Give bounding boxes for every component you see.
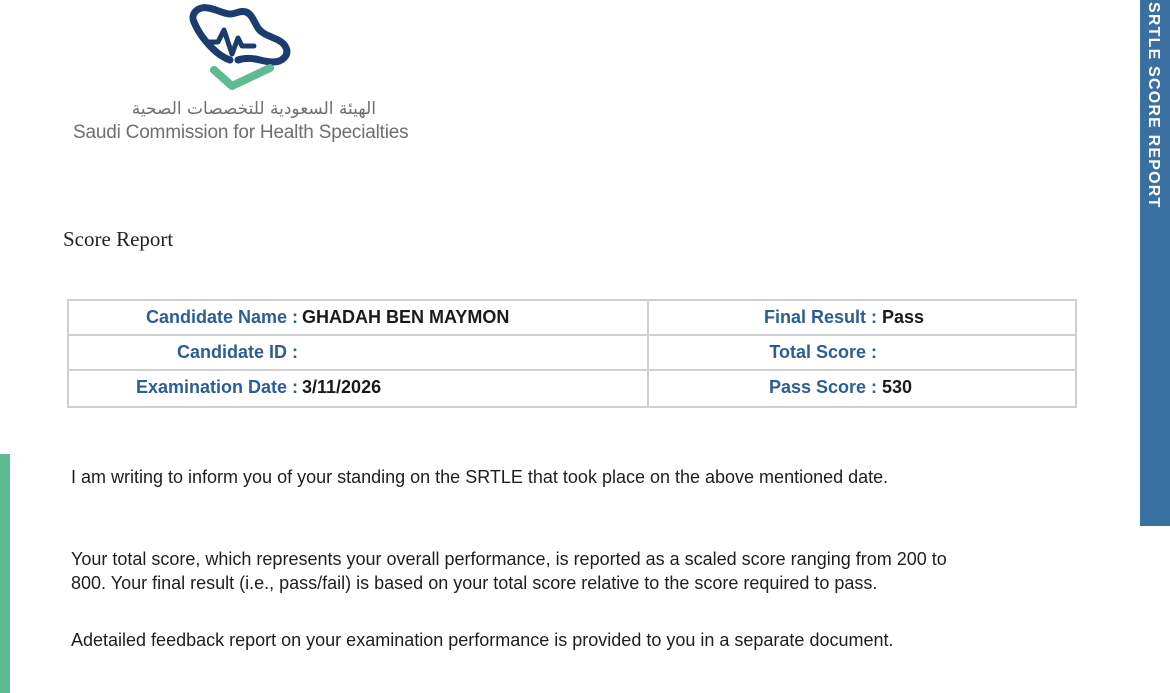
- organization-name-english: Saudi Commission for Health Specialties: [73, 122, 409, 143]
- table-cell: [649, 301, 1075, 334]
- table-row: [69, 371, 1075, 406]
- candidate-name-value: GHADAH BEN MAYMON: [302, 307, 510, 327]
- table-row: [69, 301, 1075, 336]
- scfhs-logo-icon: [184, 2, 296, 94]
- candidate-name-label: Candidate Name :: [145, 307, 298, 327]
- examination-date-label: Examination Date :: [135, 377, 298, 397]
- table-cell: [69, 301, 649, 334]
- intro-paragraph: I am writing to inform you of your standing on the SRTLE that took place on the above mentioned date.: [71, 467, 889, 487]
- table-cell: [649, 371, 1075, 406]
- pass-score-value: 530: [882, 377, 913, 397]
- organization-name-arabic: الهيئة السعودية للتخصصات الصحية: [131, 99, 376, 119]
- examination-date-value: 3/11/2026: [302, 377, 382, 397]
- final-result-label: Final Result :: [763, 307, 877, 327]
- candidate-id-label: Candidate ID :: [176, 342, 298, 362]
- accent-bar: [0, 454, 10, 693]
- page-title: Score Report: [63, 227, 174, 251]
- scoring-paragraph-line-1: Your total score, which represents your overall performance, is reported as a scaled score ranging from 200 to: [71, 549, 947, 569]
- feedback-paragraph: Adetailed feedback report on your examination performance is provided to you in a separate document.: [71, 630, 894, 650]
- candidate-info-table: [67, 299, 1077, 408]
- table-cell: [69, 371, 649, 406]
- table-cell: [649, 336, 1075, 369]
- side-tab-label: SRTLE SCORE REPORT: [1145, 2, 1162, 209]
- total-score-label: Total Score :: [769, 342, 877, 362]
- table-row: [69, 336, 1075, 371]
- pass-score-label: Pass Score :: [768, 377, 877, 397]
- final-result-value: Pass: [882, 307, 925, 327]
- scoring-paragraph-line-2: 800. Your final result (i.e., pass/fail) is based on your total score relative to the score required to pass.: [71, 573, 878, 593]
- table-cell: [69, 336, 649, 369]
